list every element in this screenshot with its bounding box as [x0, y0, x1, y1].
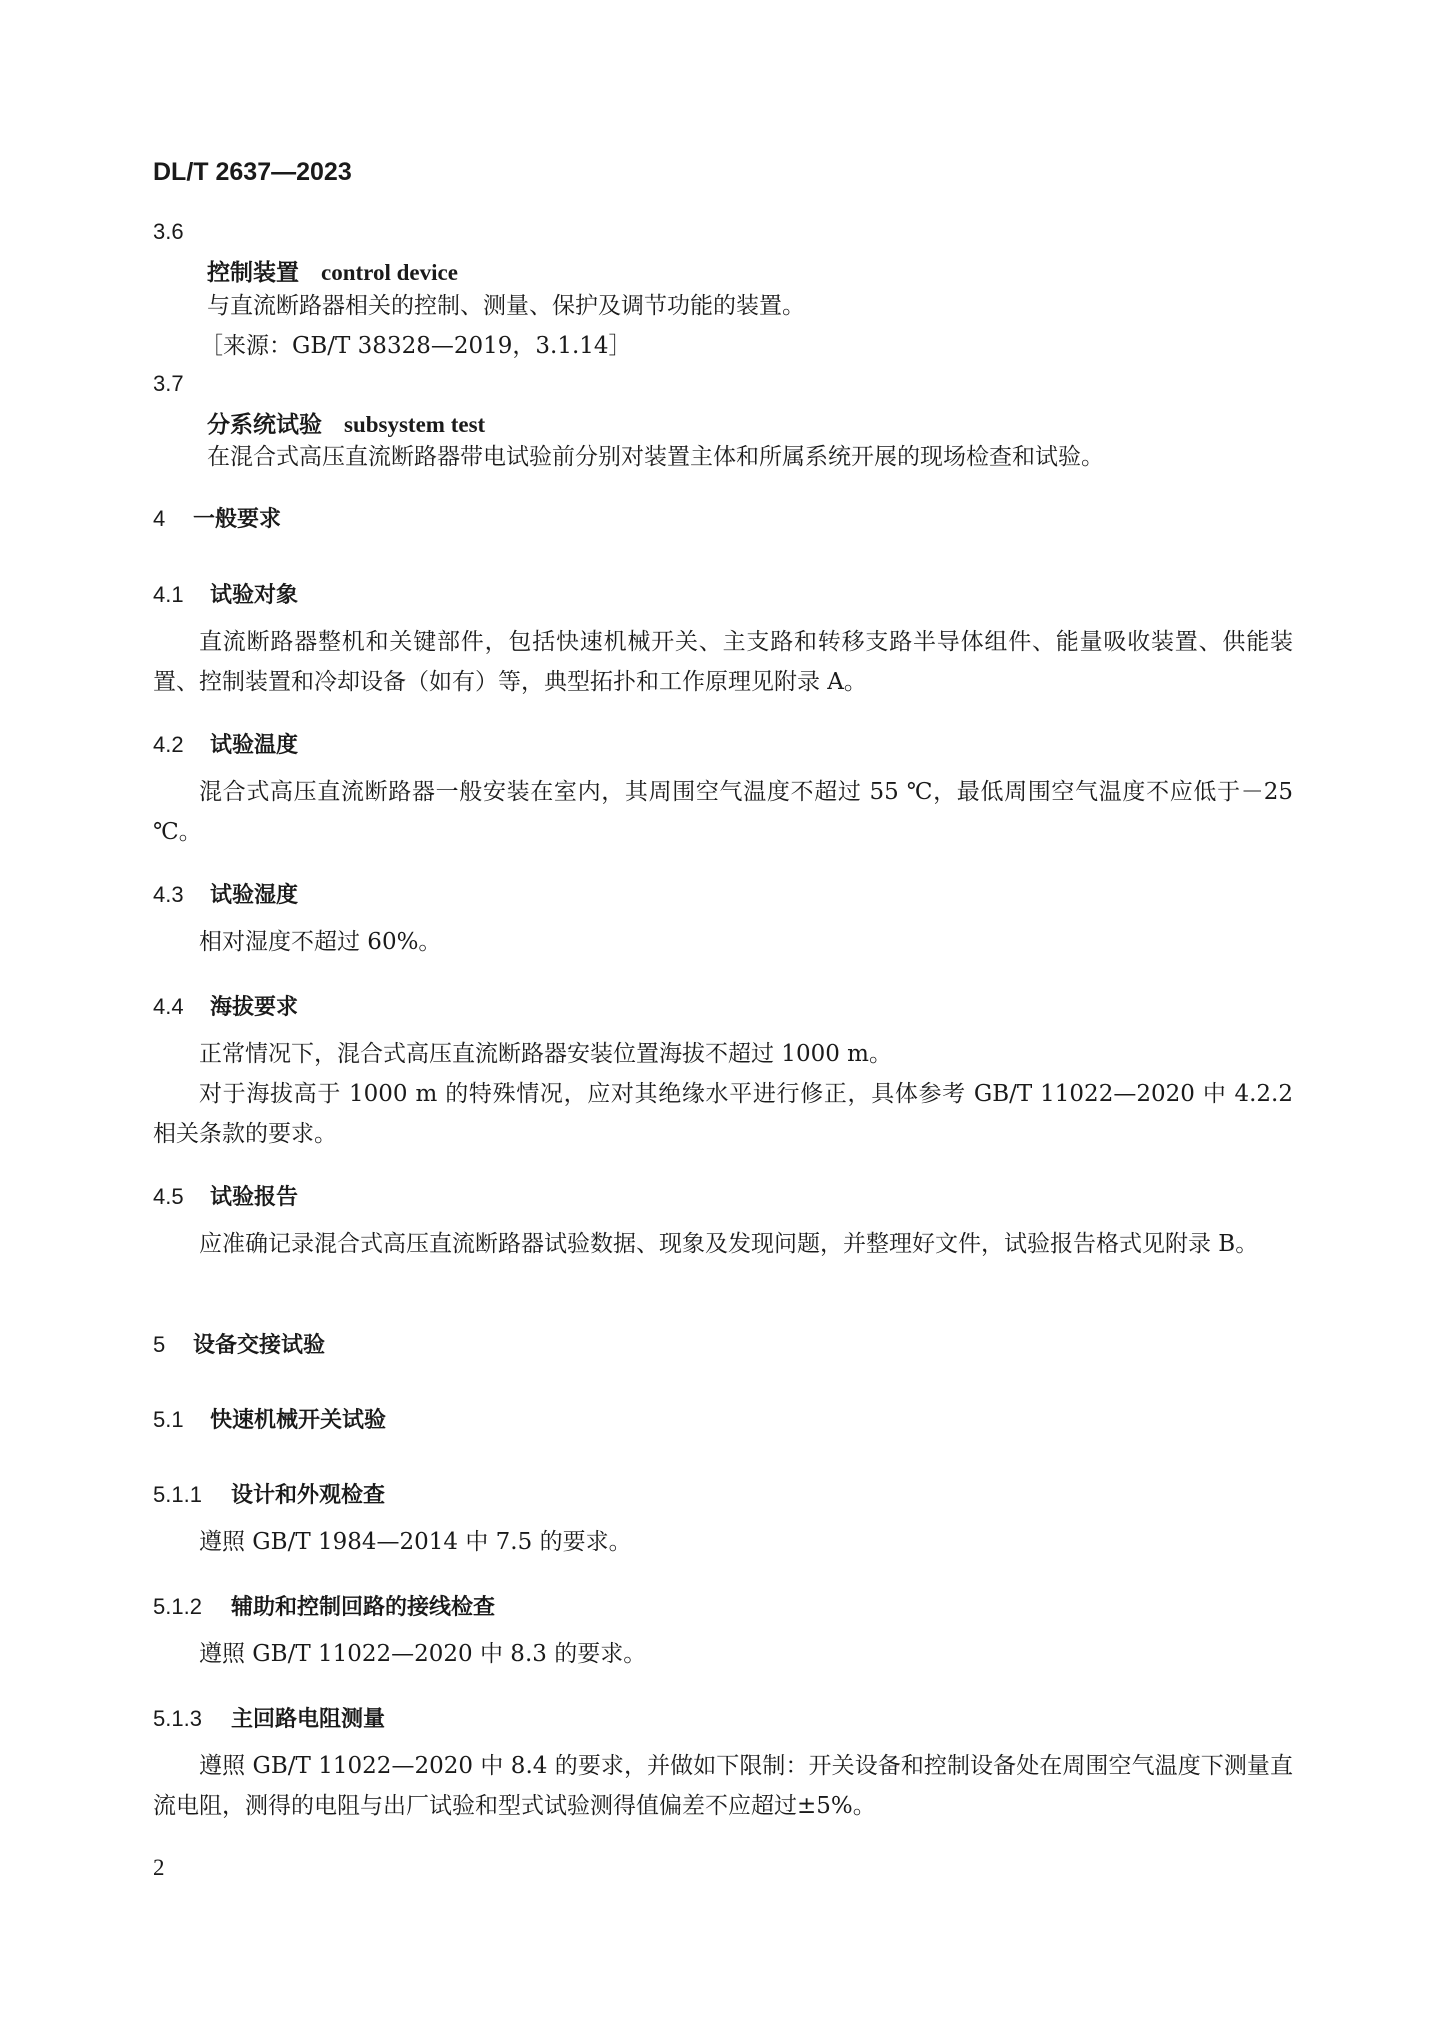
- section-heading: 5 设备交接试验: [153, 1332, 326, 1358]
- section-paragraph: 正常情况下，混合式高压直流断路器安装位置海拔不超过 1000 m。: [199, 1041, 892, 1067]
- section-heading: 4.2 试验温度: [153, 732, 299, 758]
- section-paragraph: 混合式高压直流断路器一般安装在室内，其周围空气温度不超过 55 ℃，最低周围空气温度不应低于－25 ℃。: [153, 779, 1293, 845]
- term-definition: 与直流断路器相关的控制、测量、保护及调节功能的装置。: [207, 293, 805, 319]
- term-source: ［来源：GB/T 38328—2019，3.1.14］: [200, 333, 632, 359]
- document-code: DL/T 2637—2023: [153, 158, 352, 186]
- term-definition: 在混合式高压直流断路器带电试验前分别对装置主体和所属系统开展的现场检查和试验。: [207, 444, 1104, 470]
- term-heading: [207, 254, 458, 287]
- term-zh: 分系统试验: [207, 411, 322, 438]
- section-paragraph: 相对湿度不超过 60%。: [199, 929, 442, 955]
- section-heading: 5.1 快速机械开关试验: [153, 1407, 387, 1433]
- section-paragraph: 遵照 GB/T 11022—2020 中 8.4 的要求，并做如下限制：开关设备和控制设备处在周围空气温度下测量直流电阻，测得的电阻与出厂试验和型式试验测得值偏差不应超过±5%。: [153, 1753, 1293, 1819]
- section-paragraph: 遵照 GB/T 11022—2020 中 8.3 的要求。: [199, 1641, 647, 1667]
- section-heading: 4.1 试验对象: [153, 582, 299, 608]
- section-paragraph: 对于海拔高于 1000 m 的特殊情况，应对其绝缘水平进行修正，具体参考 GB/T 11022—2020 中 4.2.2 相关条款的要求。: [153, 1081, 1293, 1147]
- section-heading: 5.1.3 主回路电阻测量: [153, 1706, 386, 1732]
- page-number: 2: [153, 1855, 165, 1880]
- section-heading: 5.1.1 设计和外观检查: [153, 1482, 386, 1508]
- term-en: control device: [321, 260, 458, 285]
- section-heading: 4.5 试验报告: [153, 1184, 299, 1210]
- term-number: 3.6: [153, 219, 184, 244]
- section-paragraph: 应准确记录混合式高压直流断路器试验数据、现象及发现问题，并整理好文件，试验报告格式见附录 B。: [199, 1231, 1259, 1257]
- term-en: subsystem test: [344, 412, 486, 437]
- term-heading: [207, 406, 485, 439]
- section-heading: 4.3 试验湿度: [153, 882, 299, 908]
- section-heading: 4.4 海拔要求: [153, 994, 299, 1020]
- section-paragraph: 遵照 GB/T 1984—2014 中 7.5 的要求。: [199, 1529, 632, 1555]
- section-paragraph: 直流断路器整机和关键部件，包括快速机械开关、主支路和转移支路半导体组件、能量吸收装置、供能装置、控制装置和冷却设备（如有）等，典型拓扑和工作原理见附录 A。: [153, 629, 1293, 695]
- section-heading: 5.1.2 辅助和控制回路的接线检查: [153, 1594, 496, 1620]
- term-number: 3.7: [153, 371, 184, 396]
- section-heading: 4 一般要求: [153, 506, 282, 532]
- term-zh: 控制装置: [207, 259, 299, 286]
